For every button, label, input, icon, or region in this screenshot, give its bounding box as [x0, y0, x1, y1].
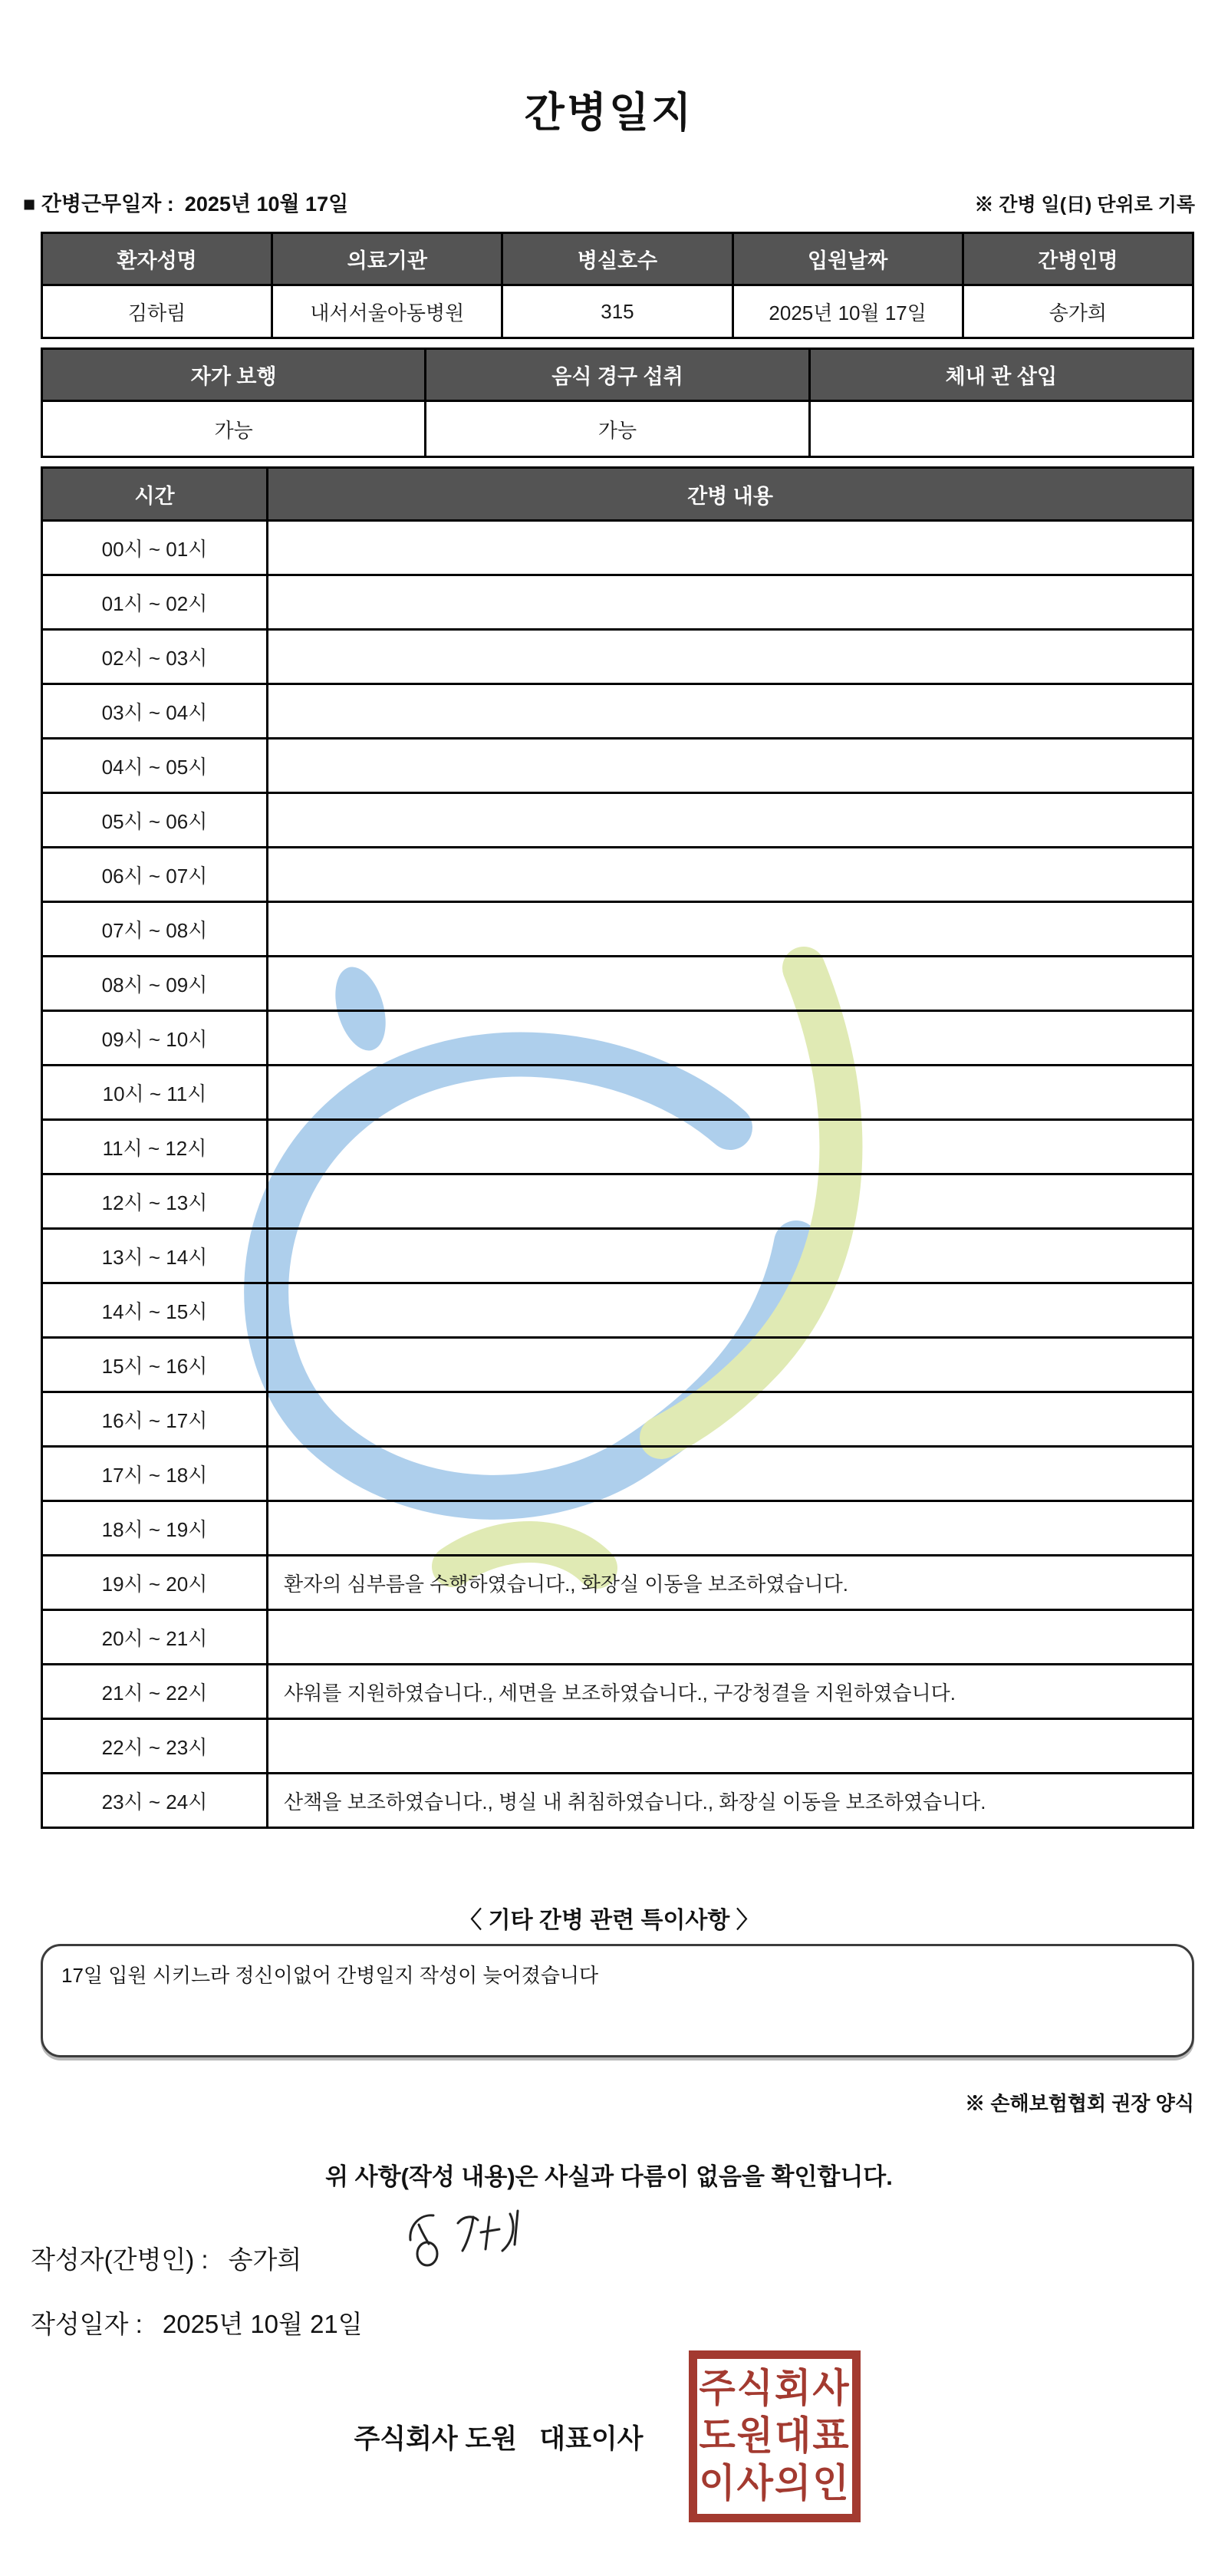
care-content [268, 1501, 1193, 1556]
patient-status-table [41, 348, 1194, 458]
care-row [42, 1283, 1193, 1338]
corporate-seal-stamp [689, 2350, 861, 2522]
care-row [42, 1774, 1193, 1828]
writer-line [31, 2240, 301, 2276]
write-date-line [31, 2304, 363, 2340]
status-value-row [42, 401, 1193, 457]
recommended-form-note: ※ 손해보험협회 권장 양식 [965, 2092, 1194, 2115]
care-content [268, 957, 1193, 1011]
care-row [42, 1392, 1193, 1447]
time-slot: 18시 ~ 19시 [42, 1501, 268, 1556]
time-slot: 21시 ~ 22시 [42, 1665, 268, 1719]
time-slot: 07시 ~ 08시 [42, 902, 268, 957]
time-slot: 22시 ~ 23시 [42, 1719, 268, 1774]
write-date-label: 작성일자 : [31, 2310, 143, 2338]
special-notes-box [41, 1944, 1194, 2057]
time-slot: 01시 ~ 02시 [42, 575, 268, 630]
care-row [42, 793, 1193, 848]
work-date-label: ■ 간병근무일자 : [23, 193, 174, 216]
page-title: 간병일지 [524, 90, 694, 136]
time-slot: 05시 ~ 06시 [42, 793, 268, 848]
time-slot: 04시 ~ 05시 [42, 739, 268, 793]
time-slot: 20시 ~ 21시 [42, 1610, 268, 1665]
care-row [42, 1556, 1193, 1610]
care-content [268, 1719, 1193, 1774]
room-number: 315 [502, 285, 732, 338]
care-content [268, 1174, 1193, 1229]
work-date-line [23, 187, 348, 217]
admission-date: 2025년 10월 17일 [732, 285, 963, 338]
caregiver-signature [387, 2200, 533, 2284]
care-content [268, 1338, 1193, 1392]
care-row [42, 684, 1193, 739]
care-row [42, 1610, 1193, 1665]
meta-row [23, 187, 1195, 217]
care-content [268, 1283, 1193, 1338]
col-header-admission-date: 입원날짜 [732, 233, 963, 285]
time-slot: 09시 ~ 10시 [42, 1011, 268, 1066]
stamp-line-2: 도원대표 [699, 2413, 851, 2459]
care-content [268, 1066, 1193, 1120]
care-row [42, 575, 1193, 630]
care-row [42, 957, 1193, 1011]
care-content [268, 630, 1193, 684]
care-log-table [41, 466, 1194, 1829]
care-row [42, 1447, 1193, 1501]
writer-label: 작성자(간병인) : [31, 2245, 209, 2274]
time-slot: 19시 ~ 20시 [42, 1556, 268, 1610]
care-content [268, 902, 1193, 957]
care-content: 환자의 심부름을 수행하였습니다., 화장실 이동을 보조하였습니다. [268, 1556, 1193, 1610]
care-content [268, 521, 1193, 575]
col-header-medical-institution: 의료기관 [272, 233, 502, 285]
self-walking-value: 가능 [42, 401, 426, 457]
care-row [42, 902, 1193, 957]
stamp-line-1: 주식회사 [699, 2366, 851, 2411]
oral-intake-value: 가능 [426, 401, 809, 457]
care-content [268, 739, 1193, 793]
care-content [268, 575, 1193, 630]
care-content [268, 1447, 1193, 1501]
care-row [42, 630, 1193, 684]
medical-institution: 내서서울아동병원 [272, 285, 502, 338]
time-column-header: 시간 [42, 468, 268, 521]
time-slot: 17시 ~ 18시 [42, 1447, 268, 1501]
time-slot: 12시 ~ 13시 [42, 1174, 268, 1229]
care-content [268, 848, 1193, 902]
care-row [42, 848, 1193, 902]
write-date-value: 2025년 10월 21일 [162, 2310, 363, 2338]
care-content [268, 1229, 1193, 1283]
care-content [268, 1392, 1193, 1447]
care-row [42, 1501, 1193, 1556]
confirmation-statement: 위 사항(작성 내용)은 사실과 다름이 없음을 확인합니다. [325, 2163, 893, 2190]
col-header-self-walking: 자가 보행 [42, 349, 426, 401]
care-content [268, 1011, 1193, 1066]
col-header-tube-insertion: 체내 관 삽입 [809, 349, 1193, 401]
patient-value-row [42, 285, 1193, 338]
time-slot: 00시 ~ 01시 [42, 521, 268, 575]
care-row [42, 1665, 1193, 1719]
time-slot: 11시 ~ 12시 [42, 1120, 268, 1174]
col-header-room-number: 병실호수 [502, 233, 732, 285]
time-slot: 13시 ~ 14시 [42, 1229, 268, 1283]
work-date-value: 2025년 10월 17일 [184, 193, 349, 216]
col-header-oral-intake: 음식 경구 섭취 [426, 349, 809, 401]
special-notes-text: 17일 입원 시키느라 정신이없어 간병일지 작성이 늦어졌습니다 [61, 1964, 599, 1987]
time-slot: 02시 ~ 03시 [42, 630, 268, 684]
care-content [268, 684, 1193, 739]
time-slot: 10시 ~ 11시 [42, 1066, 268, 1120]
content-column-header: 간병 내용 [268, 468, 1193, 521]
time-slot: 14시 ~ 15시 [42, 1283, 268, 1338]
care-header-row [42, 468, 1193, 521]
care-row [42, 1174, 1193, 1229]
care-content: 샤워를 지원하였습니다., 세면을 보조하였습니다., 구강청결을 지원하였습니다. [268, 1665, 1193, 1719]
care-row [42, 1011, 1193, 1066]
writer-name: 송가희 [228, 2245, 302, 2274]
time-slot: 15시 ~ 16시 [42, 1338, 268, 1392]
status-header-row [42, 349, 1193, 401]
patient-info-table [41, 232, 1194, 339]
care-row [42, 1338, 1193, 1392]
time-slot: 06시 ~ 07시 [42, 848, 268, 902]
time-slot: 08시 ~ 09시 [42, 957, 268, 1011]
time-slot: 03시 ~ 04시 [42, 684, 268, 739]
unit-note: ※ 간병 일(日) 단위로 기록 [974, 194, 1195, 216]
care-row [42, 1066, 1193, 1120]
time-slot: 23시 ~ 24시 [42, 1774, 268, 1828]
stamp-line-3: 이사의인 [699, 2461, 851, 2506]
caregiver-name: 송가희 [963, 285, 1193, 338]
care-content [268, 793, 1193, 848]
care-row [42, 1120, 1193, 1174]
patient-header-row [42, 233, 1193, 285]
time-slot: 16시 ~ 17시 [42, 1392, 268, 1447]
col-header-patient-name: 환자성명 [42, 233, 272, 285]
patient-name: 김하림 [42, 285, 272, 338]
care-content: 산책을 보조하였습니다., 병실 내 취침하였습니다., 화장실 이동을 보조하였습니다. [268, 1774, 1193, 1828]
col-header-caregiver-name: 간병인명 [963, 233, 1193, 285]
care-row [42, 1719, 1193, 1774]
care-row [42, 1229, 1193, 1283]
special-notes-heading: 〈 기타 간병 관련 특이사항 〉 [459, 1908, 759, 1933]
care-row [42, 739, 1193, 793]
tube-insertion-value [809, 401, 1193, 457]
care-content [268, 1120, 1193, 1174]
care-content [268, 1610, 1193, 1665]
care-row [42, 521, 1193, 575]
company-ceo-line: 주식회사 도원 대표이사 [354, 2424, 644, 2454]
